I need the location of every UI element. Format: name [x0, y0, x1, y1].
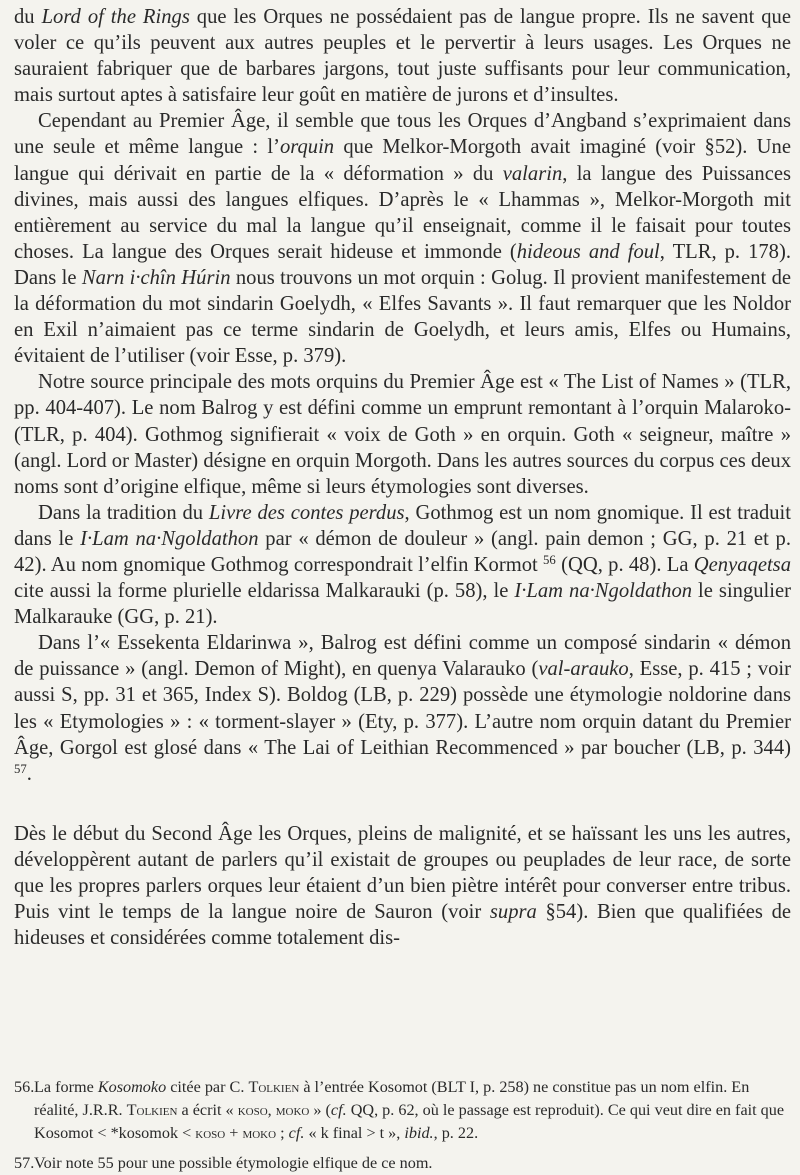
- paragraph: [14, 821, 791, 951]
- italic-text: hideous and foul: [516, 240, 660, 263]
- paragraph: [14, 500, 791, 630]
- text-run: ;: [276, 1124, 289, 1143]
- text-run: « k final > t »,: [304, 1124, 405, 1143]
- text-run: , TLR, p. 178). Dans le: [14, 240, 791, 289]
- small-caps-text: koso: [195, 1124, 226, 1143]
- paragraph: [14, 369, 791, 499]
- italic-text: Qenyaqetsa: [693, 553, 791, 576]
- text-run: le singulier Malkarauke (GG, p. 21).: [14, 580, 791, 629]
- text-run: du: [14, 6, 42, 28]
- italic-text: supra: [489, 901, 537, 924]
- italic-text: valarin: [502, 162, 563, 185]
- italic-text: Narn i·chîn Húrin: [81, 266, 231, 289]
- text-run: , Gothmog est un nom gnomique. Il est traduit dans le: [14, 501, 791, 550]
- text-run: , Esse, p. 415 ; voir aussi S, pp. 31 et 365, Index S). Boldog (LB, p. 229) possède une étymologie noldorine dans les « Etymologies » : « torment-slayer » (Ety, p. 377). L’autre nom orquin datant du Premier Âge, Gorgol est glosé dans « The Lai of Leithian Recommenced » par boucher (LB, p. 344): [14, 658, 791, 759]
- italic-text: ibid.: [404, 1124, 434, 1143]
- small-caps-text: Tolkien: [126, 1101, 178, 1120]
- text-run: QQ, p. 62, où le passage est reproduit). Ce qui veut dire en fait que Kosomot < *kosomok <: [34, 1101, 785, 1143]
- text-run: §54). Bien que qualifiées de hideuses et considérées comme totalement dis-: [14, 901, 792, 950]
- text-run: que Melkor-Morgoth avait imaginé (voir §52). Une langue qui dérivait en partie de la « déformation » du: [14, 136, 791, 185]
- small-caps-text: moko: [242, 1124, 277, 1143]
- footnote-number: 56.: [14, 1078, 35, 1096]
- footnote-reference: 56: [543, 552, 556, 567]
- italic-text: orquin: [279, 136, 335, 159]
- text-run: à l’entrée Kosomot (BLT I, p. 258) ne constitue pas un nom elfin. En réalité, J.R.R.: [34, 1078, 750, 1120]
- text-run: +: [225, 1124, 243, 1143]
- italic-text: Livre des contes perdus: [208, 501, 405, 524]
- text-run: , la langue des Puissances divines, mais aussi des langues elfiques. D’après le « Lhammas », Melkor-Morgoth mit entièrement au service du mal la langue qu’il enseignait, comme il le faisait pour toutes choses. La langue des Orques serait hideuse et immonde (: [14, 162, 791, 263]
- text-run: » (: [309, 1101, 331, 1120]
- italic-text: I·Lam na·Ngoldathon: [514, 580, 693, 603]
- small-caps-text: koso, moko: [237, 1101, 310, 1120]
- text-run: a écrit «: [177, 1101, 238, 1120]
- text-run: , p. 22.: [433, 1124, 479, 1143]
- text-run: Dans la tradition du: [38, 501, 209, 524]
- text-run: Voir note 55 pour une possible étymologie elfique de ce nom.: [34, 1153, 433, 1172]
- text-run: cite aussi la forme plurielle eldarissa Malkarauki (p. 58), le: [14, 580, 515, 603]
- italic-text: Kosomoko: [97, 1078, 167, 1096]
- footnote-number: 57.: [14, 1153, 35, 1172]
- text-run: nous trouvons un mot orquin : Golug. Il provient manifestement de la déformation du mot sindarin Goelydh, « Elfes Savants ». Il faut remarquer que les Noldor en Exil n’aimaient pas ce terme sindarin de Goelydh, et leurs amis, Elfes ou Humains, évitaient de l’utiliser (voir Esse, p. 379).: [14, 266, 792, 368]
- text-run: par « démon de douleur » (angl. pain demon ; GG, p. 21 et p. 42). Au nom gnomique Gothmog correspondrait l’elfin Kormot: [14, 527, 791, 576]
- text-run: La forme: [34, 1078, 98, 1096]
- italic-text: cf.: [288, 1124, 305, 1143]
- footnotes: [14, 1076, 791, 1175]
- main-text: [14, 4, 791, 951]
- footnote: [14, 1152, 791, 1175]
- text-run: que les Orques ne possédaient pas de langue propre. Ils ne savent que voler ce qu’ils peuvent aux autres peuples et le pervertir à leurs usages. Les Orques ne sauraient fabriquer que de barbares jargons, tout juste suffisants pour leur communication, mais surtout aptes à satisfaire leur goût en matière de jurons et d’insultes.: [14, 6, 791, 107]
- footnote-reference: 57: [14, 761, 27, 776]
- paragraph: [14, 108, 791, 369]
- italic-text: I·Lam na·Ngoldathon: [80, 527, 259, 550]
- paragraph: [14, 630, 791, 787]
- text-run: Cependant au Premier Âge, il semble que tous les Orques d’Angband s’exprimaient dans une seule et même langue : l’: [14, 110, 791, 159]
- text-run: Notre source principale des mots orquins du Premier Âge est « The List of Names » (TLR, pp. 404-407). Le nom Balrog y est défini comme un emprunt remontant à l’orquin Malaroko- (TLR, p. 404). Gothmog signifierait « voix de Goth » en orquin. Goth « seigneur, maître » (angl. Lord or Master) désigne en orquin Morgoth. Dans les autres sources du corpus ces deux noms sont d’origine elfique, même si leurs étymologies sont diverses.: [14, 371, 791, 498]
- text-run: .: [26, 762, 32, 785]
- text-run: Dans l’« Essekenta Eldarinwa », Balrog est défini comme un composé sindarin « démon de puissance » (angl. Demon of Might), en quenya Valarauko (: [14, 632, 791, 681]
- text-run: citée par C.: [166, 1078, 249, 1096]
- italic-text: val-arauko: [538, 658, 629, 681]
- section-break: [14, 787, 791, 821]
- small-caps-text: Tolkien: [248, 1078, 300, 1096]
- italic-text: cf.: [330, 1101, 347, 1120]
- footnote: [14, 1076, 791, 1146]
- italic-text: Lord of the Rings: [41, 6, 190, 28]
- text-run: (QQ, p. 48). La: [555, 553, 694, 576]
- paragraph: [14, 4, 791, 108]
- text-run: Dès le début du Second Âge les Orques, pleins de malignité, et se haïssant les uns les autres, développèrent autant de parlers qu’il existait de groupes ou peuplades de leur race, de sorte que les propres parlers orques leur étaient d’un bien piètre intérêt pour converser entre tribus. Puis vint le temps de la langue noire de Sauron (voir: [14, 822, 791, 924]
